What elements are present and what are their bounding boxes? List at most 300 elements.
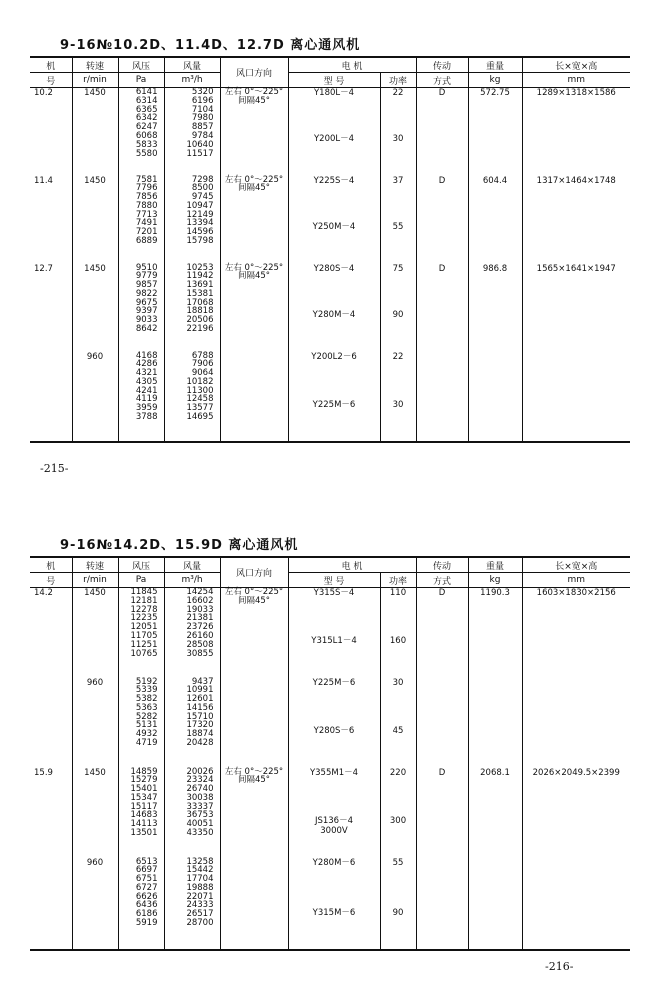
motor-power: 22 bbox=[392, 351, 404, 362]
flow-value: 16602 bbox=[186, 595, 214, 606]
direction-text: 左右 0°～225° bbox=[224, 587, 284, 597]
pressure-value: 6141 bbox=[135, 87, 158, 97]
pressure-value: 15401 bbox=[130, 784, 158, 795]
pressure-value: 9033 bbox=[135, 315, 158, 326]
flow-value: 19888 bbox=[186, 882, 214, 893]
pressure-value: 12235 bbox=[130, 613, 158, 624]
flow-value: 9784 bbox=[191, 130, 214, 141]
pressure-value: 6068 bbox=[135, 130, 158, 141]
flow-value: 7298 bbox=[191, 174, 214, 185]
page-number: -216- bbox=[545, 960, 574, 973]
header-flow: 风量 bbox=[164, 557, 220, 573]
weight-value bbox=[468, 678, 522, 768]
pressure-value: 6751 bbox=[135, 874, 158, 885]
flow-value: 8500 bbox=[191, 183, 214, 194]
pressure-value: 12051 bbox=[130, 622, 158, 633]
fan-spec-table bbox=[30, 56, 630, 443]
motor-power: 90 bbox=[392, 309, 404, 320]
pressure-value: 6342 bbox=[135, 113, 158, 124]
flow-value: 30038 bbox=[186, 792, 214, 803]
pressure-list bbox=[118, 88, 164, 176]
flow-value: 24333 bbox=[186, 900, 214, 911]
header-speed-unit: r/min bbox=[72, 73, 118, 88]
pressure-value: 3788 bbox=[135, 412, 158, 423]
header-flow: 风量 bbox=[164, 57, 220, 73]
flow-value: 13258 bbox=[186, 856, 214, 867]
header-dims: 长×宽×高 bbox=[522, 557, 630, 573]
flow-value: 36753 bbox=[186, 810, 214, 821]
speed-value: 1450 bbox=[72, 588, 118, 678]
motor-model: Y180L－4 bbox=[313, 88, 355, 98]
pressure-value: 5382 bbox=[135, 694, 158, 705]
flow-value: 15710 bbox=[186, 711, 214, 722]
header-motor: 电 机 bbox=[288, 557, 416, 573]
motor-power: 75 bbox=[392, 263, 404, 274]
flow-value: 10253 bbox=[186, 262, 214, 273]
motor-power-cell bbox=[380, 176, 416, 264]
dimensions-value bbox=[522, 678, 630, 768]
motor-power-cell bbox=[380, 352, 416, 442]
table-row bbox=[30, 88, 630, 176]
pressure-value: 15347 bbox=[130, 792, 158, 803]
header-weight-unit: kg bbox=[468, 73, 522, 88]
motor-model-cell bbox=[288, 88, 380, 176]
machine-number: 11.4 bbox=[30, 176, 72, 264]
pressure-value: 5339 bbox=[135, 685, 158, 696]
header-power: 功率 bbox=[380, 573, 416, 588]
flow-list bbox=[164, 264, 220, 352]
flow-value: 7906 bbox=[191, 359, 214, 370]
pressure-value: 4168 bbox=[135, 350, 158, 361]
direction-text: 间隔45° bbox=[237, 183, 271, 194]
header-motor: 电 机 bbox=[288, 57, 416, 73]
motor-power: 30 bbox=[392, 677, 404, 688]
header-dims-unit: mm bbox=[522, 573, 630, 588]
flow-value: 18818 bbox=[186, 306, 214, 317]
motor-model: Y280S－6 bbox=[313, 725, 355, 736]
machine-number bbox=[30, 858, 72, 950]
table-row bbox=[30, 858, 630, 950]
pressure-value: 9510 bbox=[135, 262, 158, 273]
direction-text: 间隔45° bbox=[237, 271, 271, 282]
flow-value: 12458 bbox=[186, 394, 214, 405]
motor-model: Y250M－4 bbox=[312, 221, 356, 232]
pressure-value: 14113 bbox=[130, 819, 158, 830]
machine-number bbox=[30, 352, 72, 442]
pressure-value: 6436 bbox=[135, 900, 158, 911]
flow-value: 19033 bbox=[186, 604, 214, 615]
pressure-value: 5580 bbox=[135, 148, 158, 159]
flow-value: 14156 bbox=[186, 702, 214, 713]
pressure-value: 8642 bbox=[135, 324, 158, 335]
table-row bbox=[30, 352, 630, 442]
header-model: 型 号 bbox=[288, 73, 380, 88]
flow-value: 8857 bbox=[191, 122, 214, 133]
machine-number: 15.9 bbox=[30, 768, 72, 858]
flow-value: 13394 bbox=[186, 218, 214, 229]
pressure-value: 9779 bbox=[135, 271, 158, 282]
motor-power-cell bbox=[380, 88, 416, 176]
header-pressure-unit: Pa bbox=[118, 73, 164, 88]
drive-type: D bbox=[416, 588, 468, 678]
flow-value: 11942 bbox=[186, 271, 214, 282]
flow-list bbox=[164, 678, 220, 768]
motor-model: Y280M－4 bbox=[312, 309, 356, 320]
pressure-value: 7581 bbox=[135, 174, 158, 185]
motor-power-cell bbox=[380, 588, 416, 678]
motor-power: 55 bbox=[392, 221, 404, 232]
header-pressure: 风压 bbox=[118, 57, 164, 73]
pressure-list bbox=[118, 588, 164, 678]
header-drive-unit: 方式 bbox=[416, 73, 468, 88]
flow-value: 20428 bbox=[186, 738, 214, 749]
direction-cell bbox=[220, 176, 288, 264]
flow-value: 9745 bbox=[191, 192, 214, 203]
pressure-value: 15279 bbox=[130, 775, 158, 786]
direction-text: 左右 0°～225° bbox=[224, 262, 284, 273]
header-machine-unit: 号 bbox=[30, 73, 72, 88]
pressure-value: 13501 bbox=[130, 828, 158, 839]
pressure-value: 11705 bbox=[130, 630, 158, 641]
flow-value: 15442 bbox=[186, 865, 214, 876]
motor-model-cell bbox=[288, 264, 380, 352]
motor-model-cell bbox=[288, 858, 380, 950]
motor-model: Y225M－6 bbox=[312, 677, 356, 688]
motor-power: 160 bbox=[389, 636, 407, 646]
dimensions-value: 2026×2049.5×2399 bbox=[532, 767, 620, 778]
pressure-list bbox=[118, 176, 164, 264]
pressure-value: 7491 bbox=[135, 218, 158, 229]
header-speed-unit: r/min bbox=[72, 573, 118, 588]
flow-value: 23324 bbox=[186, 775, 214, 786]
dimensions-value bbox=[522, 352, 630, 442]
flow-value: 26740 bbox=[186, 784, 214, 795]
flow-value: 26517 bbox=[186, 909, 214, 920]
table-row bbox=[30, 176, 630, 264]
header-power: 功率 bbox=[380, 73, 416, 88]
speed-value: 1450 bbox=[72, 88, 118, 176]
header-machine: 机 bbox=[30, 57, 72, 73]
motor-model: Y200L－4 bbox=[313, 134, 355, 144]
drive-type: D bbox=[416, 88, 468, 176]
pressure-value: 4932 bbox=[135, 729, 158, 740]
pressure-value: 10765 bbox=[130, 648, 158, 659]
pressure-value: 14683 bbox=[130, 810, 158, 821]
pressure-value: 6365 bbox=[135, 104, 158, 115]
pressure-value: 5192 bbox=[135, 676, 158, 687]
flow-value: 22071 bbox=[186, 891, 214, 902]
motor-power: 55 bbox=[392, 857, 404, 868]
pressure-list bbox=[118, 858, 164, 950]
header-weight: 重量 bbox=[468, 57, 522, 73]
flow-value: 5320 bbox=[191, 87, 214, 97]
flow-list bbox=[164, 768, 220, 858]
machine-number bbox=[30, 678, 72, 768]
flow-value: 33337 bbox=[186, 801, 214, 812]
direction-cell bbox=[220, 352, 288, 442]
flow-list bbox=[164, 352, 220, 442]
pressure-value: 6513 bbox=[135, 856, 158, 867]
flow-value: 10947 bbox=[186, 200, 214, 211]
pressure-value: 6247 bbox=[135, 122, 158, 133]
dimensions-value bbox=[522, 858, 630, 950]
pressure-value: 15117 bbox=[130, 801, 158, 812]
page-number: -215- bbox=[40, 462, 69, 475]
pressure-value: 11845 bbox=[130, 587, 158, 597]
motor-model-cell bbox=[288, 768, 380, 858]
header-pressure-unit: Pa bbox=[118, 573, 164, 588]
flow-value: 6788 bbox=[191, 350, 214, 361]
header-speed: 转速 bbox=[72, 57, 118, 73]
motor-model: Y355M1－4 bbox=[309, 767, 359, 778]
flow-value: 18874 bbox=[186, 729, 214, 740]
pressure-value: 9397 bbox=[135, 306, 158, 317]
drive-type bbox=[416, 352, 468, 442]
flow-value: 20506 bbox=[186, 315, 214, 326]
motor-model: Y315L1－4 bbox=[311, 636, 357, 646]
flow-value: 7980 bbox=[191, 113, 214, 124]
direction-text: 左右 0°～225° bbox=[224, 174, 284, 185]
flow-value: 17068 bbox=[186, 297, 214, 308]
direction-text: 左右 0°～225° bbox=[224, 87, 284, 97]
header-drive: 传动 bbox=[416, 557, 468, 573]
flow-value: 9064 bbox=[191, 368, 214, 379]
direction-text: 间隔45° bbox=[237, 95, 271, 106]
motor-power: 37 bbox=[392, 175, 404, 186]
dimensions-value: 1603×1830×2156 bbox=[536, 588, 616, 598]
motor-power: 22 bbox=[392, 88, 404, 98]
speed-value: 1450 bbox=[72, 176, 118, 264]
header-dims-unit: mm bbox=[522, 73, 630, 88]
pressure-value: 5363 bbox=[135, 702, 158, 713]
header-flow-unit: m³/h bbox=[164, 573, 220, 588]
direction-cell bbox=[220, 678, 288, 768]
pressure-list bbox=[118, 352, 164, 442]
dimensions-value: 1317×1464×1748 bbox=[536, 175, 616, 186]
header-weight-unit: kg bbox=[468, 573, 522, 588]
flow-value: 7104 bbox=[191, 104, 214, 115]
flow-value: 12149 bbox=[186, 209, 214, 220]
weight-value: 2068.1 bbox=[468, 768, 522, 858]
machine-number: 12.7 bbox=[30, 264, 72, 352]
header-flow-unit: m³/h bbox=[164, 73, 220, 88]
fan-spec-table bbox=[30, 556, 630, 951]
motor-power-cell bbox=[380, 264, 416, 352]
flow-value: 10182 bbox=[186, 376, 214, 387]
pressure-value: 6626 bbox=[135, 891, 158, 902]
speed-value: 960 bbox=[72, 678, 118, 768]
flow-value: 12601 bbox=[186, 694, 214, 705]
pressure-value: 9822 bbox=[135, 288, 158, 299]
flow-value: 13691 bbox=[186, 280, 214, 291]
header-machine: 机 bbox=[30, 557, 72, 573]
pressure-value: 6314 bbox=[135, 95, 158, 106]
weight-value bbox=[468, 858, 522, 950]
pressure-value: 4719 bbox=[135, 738, 158, 749]
header-machine-unit: 号 bbox=[30, 573, 72, 588]
motor-power-cell bbox=[380, 768, 416, 858]
pressure-value: 14859 bbox=[130, 766, 158, 777]
motor-model: Y225M－6 bbox=[312, 399, 356, 410]
drive-type: D bbox=[416, 176, 468, 264]
drive-type: D bbox=[416, 264, 468, 352]
speed-value: 1450 bbox=[72, 768, 118, 858]
flow-value: 20026 bbox=[186, 766, 214, 777]
flow-value: 23726 bbox=[186, 622, 214, 633]
flow-value: 10640 bbox=[186, 139, 214, 150]
flow-value: 9437 bbox=[191, 676, 214, 687]
motor-power-cell bbox=[380, 678, 416, 768]
pressure-value: 9857 bbox=[135, 280, 158, 291]
pressure-list bbox=[118, 678, 164, 768]
header-speed: 转速 bbox=[72, 557, 118, 573]
pressure-value: 3959 bbox=[135, 403, 158, 414]
flow-value: 30855 bbox=[186, 648, 214, 659]
speed-value: 1450 bbox=[72, 264, 118, 352]
flow-value: 17320 bbox=[186, 720, 214, 731]
table-row bbox=[30, 588, 630, 678]
direction-cell bbox=[220, 768, 288, 858]
flow-value: 14254 bbox=[186, 587, 214, 597]
pressure-value: 5833 bbox=[135, 139, 158, 150]
header-direction: 风口方向 bbox=[220, 557, 288, 588]
motor-model: Y315S－4 bbox=[313, 588, 355, 598]
flow-list bbox=[164, 588, 220, 678]
header-direction: 风口方向 bbox=[220, 57, 288, 88]
table-row bbox=[30, 768, 630, 858]
table-row bbox=[30, 678, 630, 768]
drive-type bbox=[416, 858, 468, 950]
pressure-list bbox=[118, 264, 164, 352]
header-weight: 重量 bbox=[468, 557, 522, 573]
header-drive-unit: 方式 bbox=[416, 573, 468, 588]
flow-value: 10991 bbox=[186, 685, 214, 696]
motor-model-cell bbox=[288, 176, 380, 264]
pressure-value: 5131 bbox=[135, 720, 158, 731]
drive-type bbox=[416, 678, 468, 768]
flow-value: 22196 bbox=[186, 324, 214, 335]
flow-value: 40051 bbox=[186, 819, 214, 830]
motor-model: Y200L2－6 bbox=[311, 351, 357, 362]
motor-power-cell bbox=[380, 858, 416, 950]
weight-value: 1190.3 bbox=[468, 588, 522, 678]
pressure-value: 4321 bbox=[135, 368, 158, 379]
motor-power: 45 bbox=[392, 725, 404, 736]
machine-number: 14.2 bbox=[30, 588, 72, 678]
pressure-value: 7880 bbox=[135, 200, 158, 211]
pressure-value: 5919 bbox=[135, 918, 158, 929]
pressure-value: 12278 bbox=[130, 604, 158, 615]
pressure-value: 6889 bbox=[135, 236, 158, 247]
pressure-value: 11251 bbox=[130, 639, 158, 650]
pressure-value: 5282 bbox=[135, 711, 158, 722]
pressure-value: 4286 bbox=[135, 359, 158, 370]
speed-value: 960 bbox=[72, 858, 118, 950]
flow-value: 28508 bbox=[186, 639, 214, 650]
machine-number: 10.2 bbox=[30, 88, 72, 176]
header-pressure: 风压 bbox=[118, 557, 164, 573]
direction-cell bbox=[220, 264, 288, 352]
dimensions-value: 1565×1641×1947 bbox=[536, 263, 616, 274]
flow-value: 14695 bbox=[186, 412, 214, 423]
direction-cell bbox=[220, 88, 288, 176]
table-section-2 bbox=[30, 536, 630, 951]
motor-model-cell bbox=[288, 588, 380, 678]
motor-model-cell bbox=[288, 352, 380, 442]
header-model: 型 号 bbox=[288, 573, 380, 588]
motor-power: 90 bbox=[392, 907, 404, 918]
header-drive: 传动 bbox=[416, 57, 468, 73]
flow-value: 11300 bbox=[186, 385, 214, 396]
table-title: 9-16№10.2D、11.4D、12.7D 离心通风机 bbox=[60, 38, 361, 53]
pressure-value: 7796 bbox=[135, 183, 158, 194]
direction-text: 间隔45° bbox=[237, 775, 271, 786]
dimensions-value: 1289×1318×1586 bbox=[536, 88, 616, 98]
flow-list bbox=[164, 88, 220, 176]
motor-model: Y280S－4 bbox=[313, 263, 355, 274]
table-title: 9-16№14.2D、15.9D 离心通风机 bbox=[60, 538, 299, 553]
motor-power: 30 bbox=[392, 134, 404, 144]
flow-value: 21381 bbox=[186, 613, 214, 624]
pressure-value: 7856 bbox=[135, 192, 158, 203]
motor-power: 220 bbox=[389, 767, 407, 778]
motor-model: Y315M－6 bbox=[312, 907, 356, 918]
pressure-value: 4119 bbox=[135, 394, 158, 405]
flow-value: 15798 bbox=[186, 236, 214, 247]
motor-model: Y280M－6 bbox=[312, 857, 356, 868]
motor-model: JS136－4 3000V bbox=[314, 815, 354, 836]
direction-cell bbox=[220, 588, 288, 678]
table-row bbox=[30, 264, 630, 352]
table-section-1 bbox=[30, 36, 630, 443]
flow-value: 28700 bbox=[186, 918, 214, 929]
pressure-value: 6697 bbox=[135, 865, 158, 876]
flow-value: 15381 bbox=[186, 288, 214, 299]
pressure-value: 6186 bbox=[135, 909, 158, 920]
flow-value: 11517 bbox=[186, 148, 214, 159]
pressure-value: 6727 bbox=[135, 882, 158, 893]
flow-value: 17704 bbox=[186, 874, 214, 885]
flow-value: 43350 bbox=[186, 828, 214, 839]
direction-cell bbox=[220, 858, 288, 950]
motor-model-cell bbox=[288, 678, 380, 768]
pressure-value: 4241 bbox=[135, 385, 158, 396]
weight-value: 572.75 bbox=[468, 88, 522, 176]
pressure-value: 7713 bbox=[135, 209, 158, 220]
motor-power: 110 bbox=[389, 588, 407, 598]
flow-value: 14596 bbox=[186, 227, 214, 238]
weight-value bbox=[468, 352, 522, 442]
header-dims: 长×宽×高 bbox=[522, 57, 630, 73]
weight-value: 986.8 bbox=[468, 264, 522, 352]
flow-value: 6196 bbox=[191, 95, 214, 106]
motor-power: 30 bbox=[392, 399, 404, 410]
speed-value: 960 bbox=[72, 352, 118, 442]
flow-value: 13577 bbox=[186, 403, 214, 414]
weight-value: 604.4 bbox=[468, 176, 522, 264]
pressure-list bbox=[118, 768, 164, 858]
drive-type: D bbox=[416, 768, 468, 858]
flow-list bbox=[164, 176, 220, 264]
pressure-value: 4305 bbox=[135, 376, 158, 387]
flow-value: 26160 bbox=[186, 630, 214, 641]
direction-text: 左右 0°～225° bbox=[224, 766, 284, 777]
flow-list bbox=[164, 858, 220, 950]
motor-model: Y225S－4 bbox=[313, 175, 355, 186]
pressure-value: 12181 bbox=[130, 595, 158, 606]
motor-power: 300 bbox=[389, 815, 407, 826]
pressure-value: 9675 bbox=[135, 297, 158, 308]
